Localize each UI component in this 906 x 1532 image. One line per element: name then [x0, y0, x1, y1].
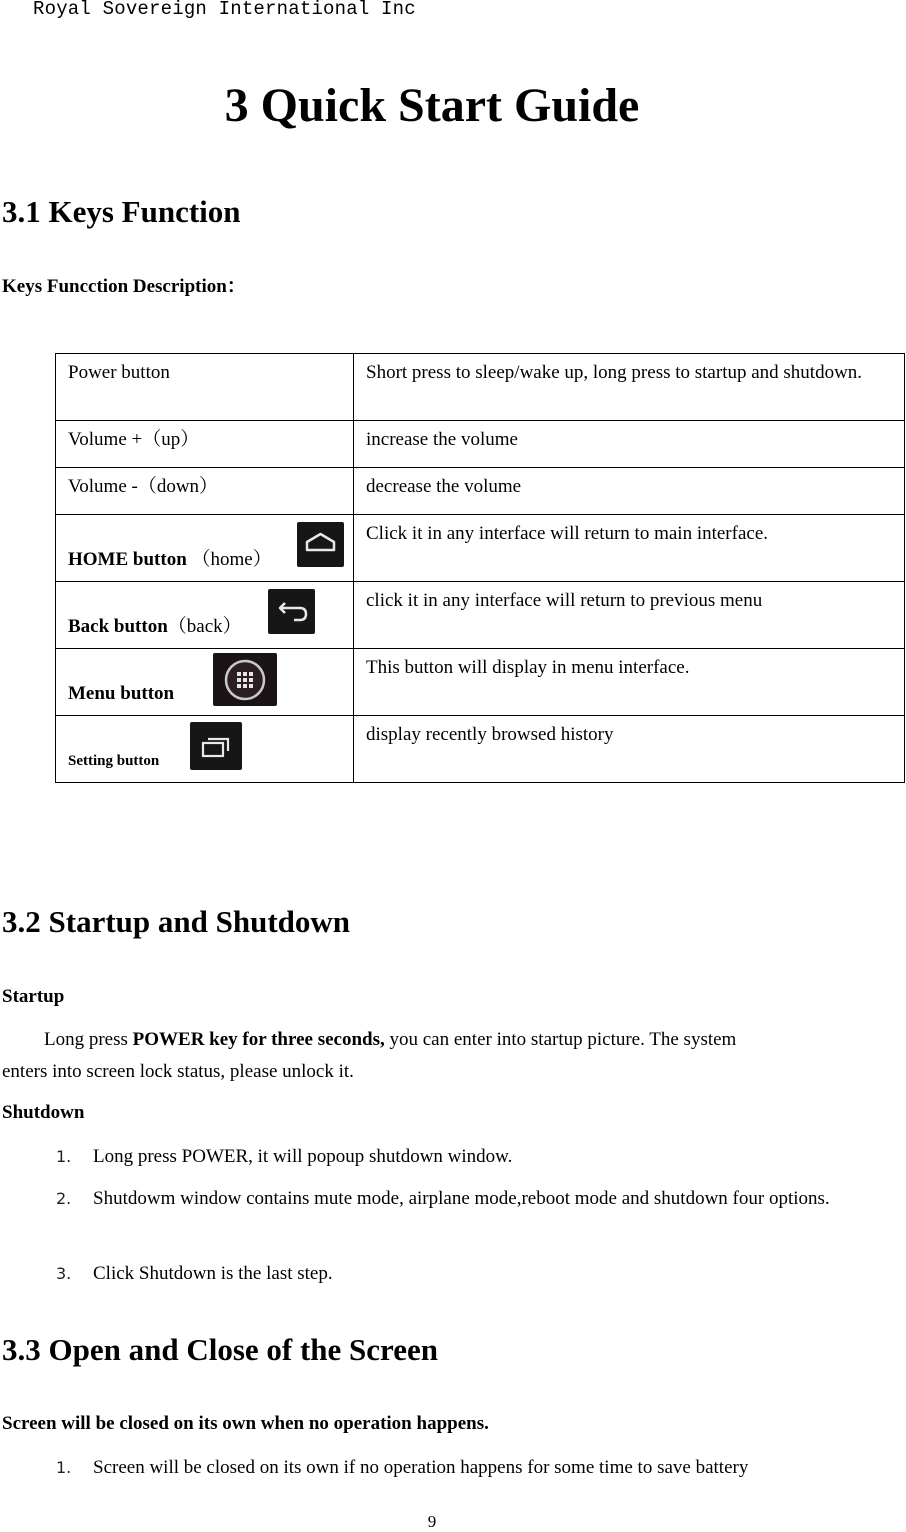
startup-paragraph-line2: enters into screen lock status, please unlock it.: [2, 1061, 354, 1082]
table-row: [56, 716, 905, 783]
setting-button-label: Setting button: [68, 753, 160, 769]
home-button-label: HOME button （home）: [68, 549, 272, 570]
table-row: [56, 421, 905, 468]
list-item: 1. Screen will be closed on its own if no operation happens for some time to save battery: [56, 1457, 749, 1478]
page-number: 9: [427, 1512, 437, 1531]
key-description-cell: decrease the volume: [354, 468, 905, 515]
key-name-cell: [56, 649, 354, 716]
keys-description-label: Keys Funcction Description：: [2, 276, 246, 297]
list-item: 3. Click Shutdown is the last step.: [56, 1263, 333, 1284]
table-row: [56, 515, 905, 582]
startup-heading: Startup: [2, 986, 65, 1007]
key-description-cell: increase the volume: [354, 421, 905, 468]
key-name-cell: [56, 582, 354, 649]
key-name-cell: [56, 716, 354, 783]
key-name-cell: Power button: [56, 354, 354, 421]
key-description-cell: Click it in any interface will return to main interface.: [354, 515, 905, 582]
key-name-cell: Volume +（up）: [56, 421, 354, 468]
table-row: [56, 582, 905, 649]
shutdown-heading: Shutdown: [2, 1102, 85, 1123]
apps-grid-icon: [213, 653, 277, 706]
section-3-2-heading: 3.2 Startup and Shutdown: [2, 904, 351, 939]
table-row: [56, 354, 905, 421]
section-3-1-heading: 3.1 Keys Function: [2, 194, 241, 229]
startup-paragraph-line1: Long press POWER key for three seconds, you can enter into startup picture. The system: [44, 1029, 737, 1050]
menu-button-label: Menu button: [68, 683, 175, 704]
key-name-cell: [56, 515, 354, 582]
recent-apps-icon: [190, 722, 242, 770]
back-button-label: Back button（back）: [68, 616, 242, 637]
key-description-cell: Short press to sleep/wake up, long press to startup and shutdown.: [354, 354, 905, 421]
list-item: 1. Long press POWER, it will popoup shutdown window.: [56, 1146, 513, 1167]
table-row: [56, 649, 905, 716]
key-description-cell: click it in any interface will return to previous menu: [354, 582, 905, 649]
screen-close-subtitle: Screen will be closed on its own when no operation happens.: [2, 1413, 489, 1434]
key-name-cell: Volume -（down）: [56, 468, 354, 515]
list-item: 2. Shutdowm window contains mute mode, airplane mode,reboot mode and shutdown four options.: [56, 1188, 830, 1209]
key-description-cell: This button will display in menu interface.: [354, 649, 905, 716]
page-header: Royal Sovereign International Inc: [33, 0, 416, 20]
section-3-3-heading: 3.3 Open and Close of the Screen: [2, 1332, 439, 1367]
home-icon: [297, 522, 344, 567]
table-row: [56, 468, 905, 515]
keys-function-table: [55, 353, 905, 783]
chapter-title: 3 Quick Start Guide: [224, 79, 640, 132]
back-arrow-icon: [268, 589, 315, 634]
key-description-cell: display recently browsed history: [354, 716, 905, 783]
